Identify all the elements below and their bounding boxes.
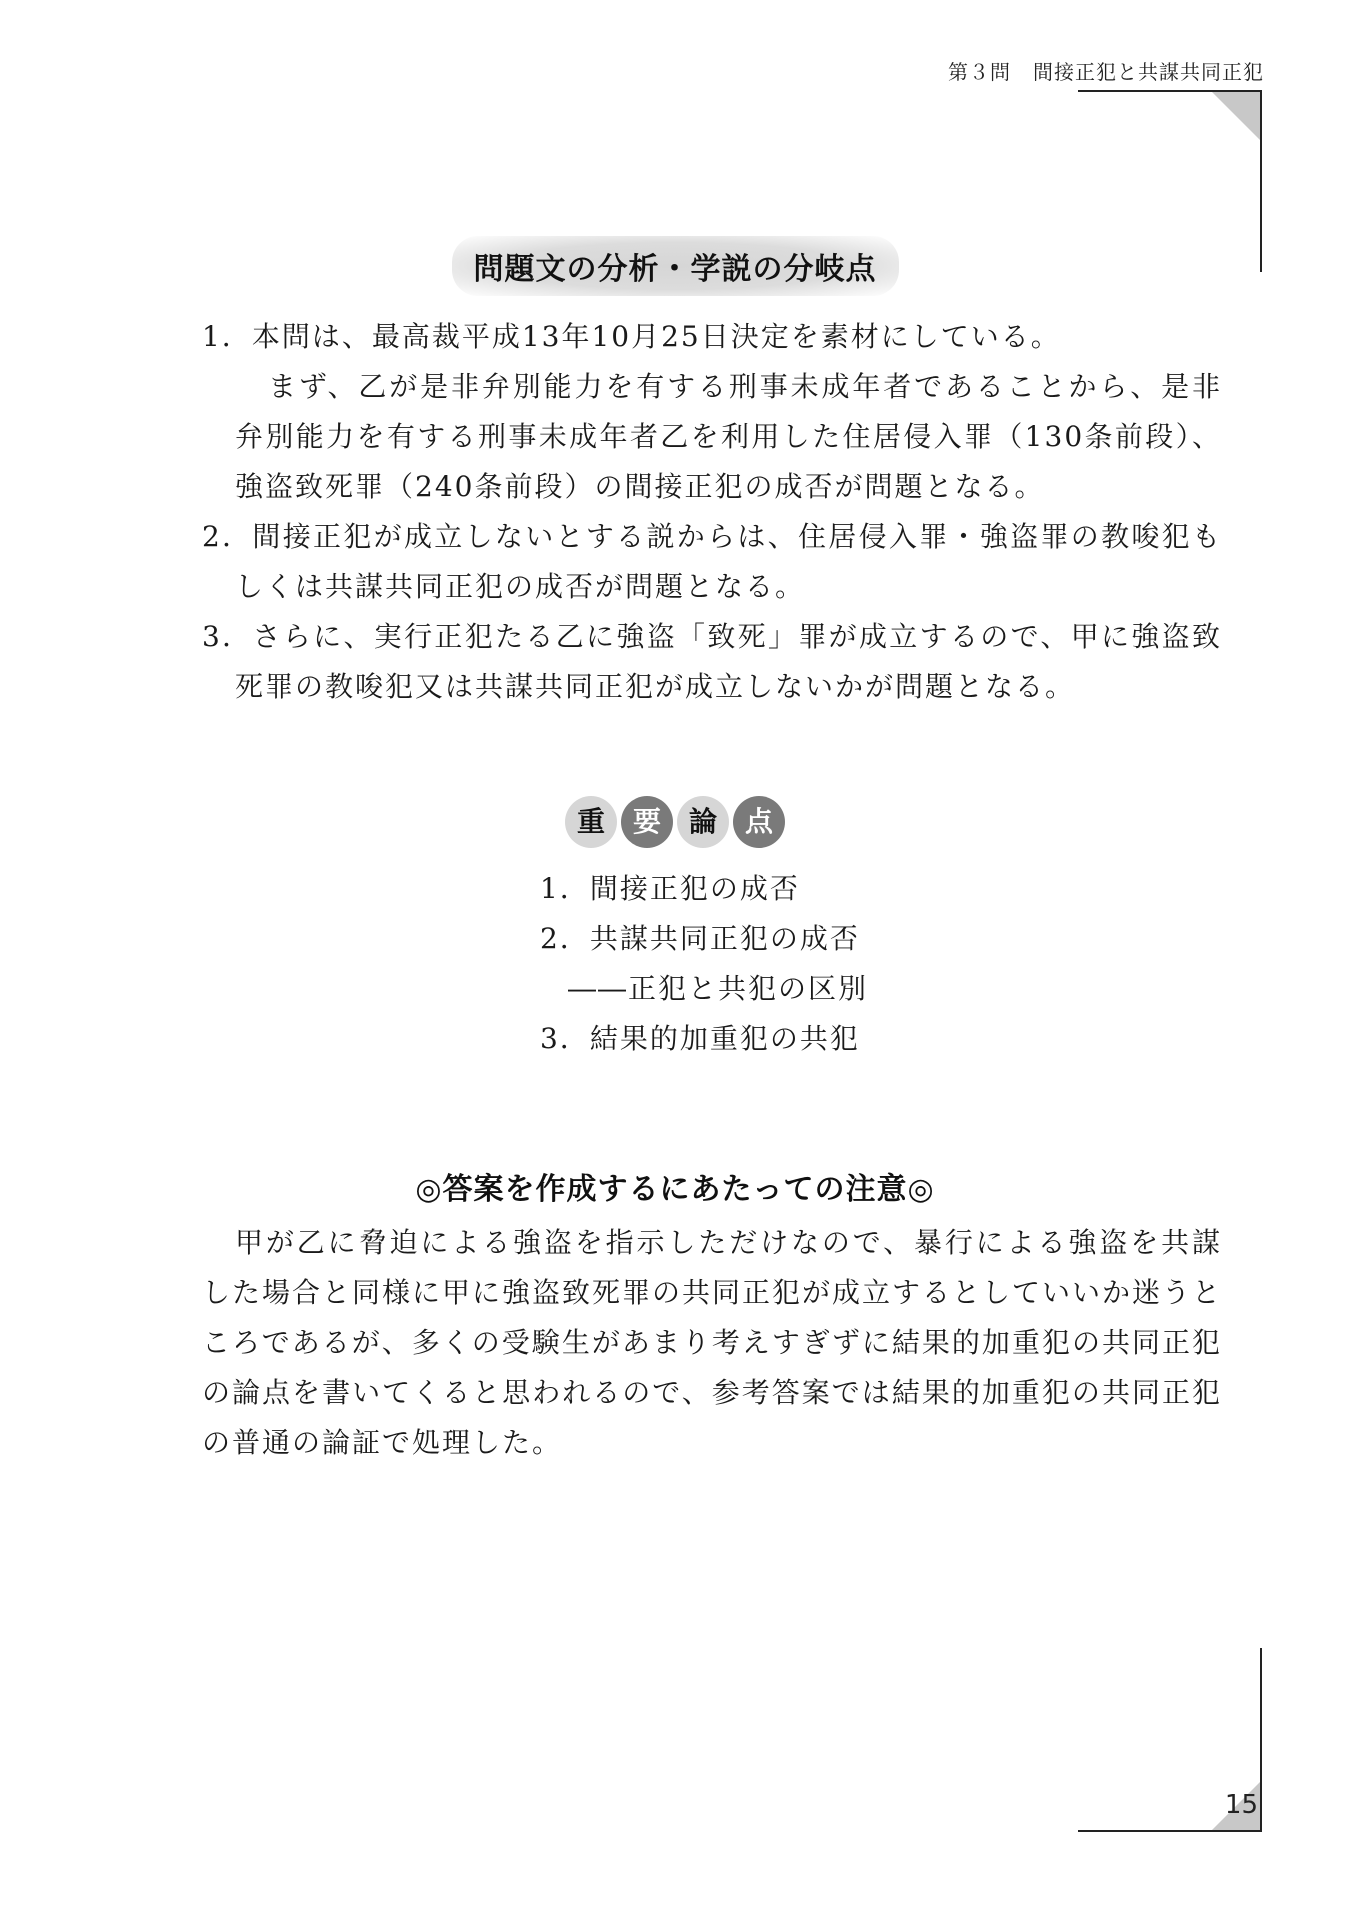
analysis-item-1-sub: まず、乙が是非弁別能力を有する刑事未成年者であることから、是非弁別能力を有する刑事未成年者乙を利用した住居侵入罪（130条前段）、強盗致死罪（240条前段）の間接正犯の成否が問題となる。 — [235, 370, 1222, 503]
key-badge-3: 論 — [677, 796, 729, 848]
header-corner-tab — [1212, 92, 1260, 140]
analysis-item-1: 1．本問は、最高裁平成13年10月25日決定を素材にしている。 — [202, 320, 1061, 353]
chapter-title: 間接正犯と共謀共同正犯 — [1033, 60, 1264, 84]
page-number: 15 — [1224, 1790, 1258, 1820]
key-point-1: 1．間接正犯の成否 — [540, 872, 800, 905]
chapter-number: 第３問 — [948, 60, 1011, 84]
analysis-title: 問題文の分析・学説の分岐点 — [452, 236, 899, 296]
running-header — [948, 56, 1264, 85]
analysis-item-3: 3．さらに、実行正犯たる乙に強盗「致死」罪が成立するので、甲に強盗致死罪の教唆犯又は共謀共同正犯が成立しないかが問題となる。 — [202, 620, 1222, 703]
analysis-section — [202, 312, 1222, 712]
key-points-heading — [0, 796, 1350, 848]
key-points-list — [540, 864, 868, 1064]
notes-body: 甲が乙に脅迫による強盗を指示しただけなので、暴行による強盗を共謀した場合と同様に甲に強盗致死罪の共同正犯が成立するとしていいか迷うところであるが、多くの受験生があまり考えすぎずに結果的加重犯の共同正犯の論点を書いてくると思われるので、参考答案では結果的加重犯の共同正犯の普通の論証で処理した。 — [202, 1226, 1223, 1459]
footer-rule-horizontal — [1078, 1830, 1262, 1832]
notes-title: ◎答案を作成するにあたっての注意◎ — [415, 1172, 935, 1207]
footer-rule-vertical — [1260, 1648, 1262, 1832]
key-point-2-sub: ――正犯と共犯の区別 — [568, 972, 869, 1005]
key-point-3: 3．結果的加重犯の共犯 — [540, 1022, 860, 1055]
key-badge-2: 要 — [621, 796, 673, 848]
analysis-item-2: 2．間接正犯が成立しないとする説からは、住居侵入罪・強盗罪の教唆犯もしくは共謀共同正犯の成否が問題となる。 — [202, 520, 1222, 603]
key-badge-1: 重 — [565, 796, 617, 848]
key-point-2: 2．共謀共同正犯の成否 — [540, 922, 860, 955]
key-badge-4: 点 — [733, 796, 785, 848]
analysis-heading — [0, 236, 1350, 296]
